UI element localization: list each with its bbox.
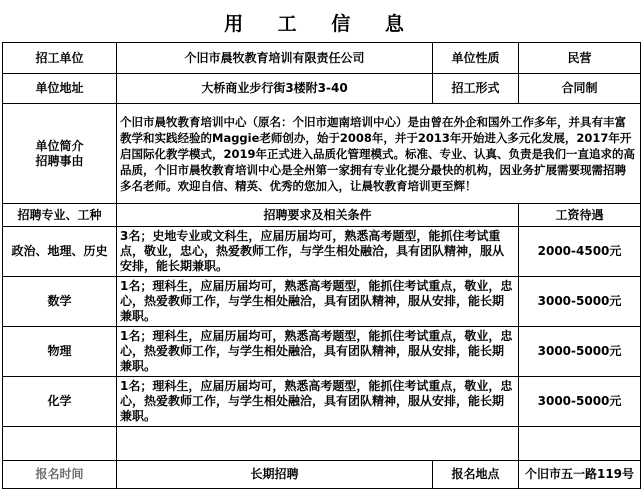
form-label: 招工形式	[433, 74, 519, 104]
time-label: 报名时间	[3, 461, 117, 489]
address-value: 大桥商业步行街3楼附3-40	[117, 74, 433, 104]
intro-label-line1: 单位简介	[35, 138, 84, 153]
position-major: 政治、地理、历史	[3, 227, 117, 277]
company-row	[3, 43, 641, 74]
nature-label: 单位性质	[433, 43, 519, 74]
position-salary: 3000-5000元	[519, 377, 641, 427]
table-row	[3, 377, 641, 427]
recruitment-table	[2, 42, 641, 489]
position-requirements: 1名；理科生，应届历届均可，熟悉高考题型，能抓住考试重点，敬业，忠心，热爱教师工作，与学生相处融洽，具有团队精神，服从安排，能长期兼职。	[117, 327, 519, 377]
form-value: 合同制	[519, 74, 641, 104]
place-label: 报名地点	[433, 461, 519, 489]
address-label: 单位地址	[3, 74, 117, 104]
empty-row	[3, 427, 641, 461]
position-salary: 3000-5000元	[519, 327, 641, 377]
header-requirements: 招聘要求及相关条件	[117, 204, 519, 227]
position-salary: 2000-4500元	[519, 227, 641, 277]
position-salary: 3000-5000元	[519, 277, 641, 327]
position-requirements: 1名；理科生，应届历届均可，熟悉高考题型，能抓住考试重点，敬业，忠心，热爱教师工作，与学生相处融洽，具有团队精神，服从安排，能长期兼职。	[117, 377, 519, 427]
table-row	[3, 327, 641, 377]
intro-row	[3, 104, 641, 204]
page-title: 用 工 信 息	[224, 12, 418, 35]
nature-value: 民营	[519, 43, 641, 74]
position-requirements: 1名；理科生，应届历届均可，熟悉高考题型，能抓住考试重点，敬业，忠心，热爱教师工作，与学生相处融洽，具有团队精神，服从安排，能长期兼职。	[117, 277, 519, 327]
intro-label	[3, 104, 117, 204]
address-row	[3, 74, 641, 104]
position-major: 物理	[3, 327, 117, 377]
company-label: 招工单位	[3, 43, 117, 74]
intro-text: 个旧市晨牧教育培训中心（原名：个旧市迦南培训中心）是由曾在外企和国外工作多年，并具有丰富教学和实践经验的Maggie老师创办，始于2008年，并于2013年开始进入多元化发展，2017年开启国际化教学模式，2019年正式进入品质化管理模式。标准、专业、认真、负责是我们一直追求的高品质，个旧市晨牧教育培训中心是全州第一家拥有专业化提分最快的机构，因业务扩展需要现需招聘多名老师。欢迎自信、精英、优秀的您加入，让晨牧教育培训更至辉！	[117, 104, 641, 204]
place-value: 个旧市五一路119号	[519, 461, 641, 489]
company-name: 个旧市晨牧教育培训有限责任公司	[117, 43, 433, 74]
header-major: 招聘专业、工种	[3, 204, 117, 227]
position-requirements: 3名；史地专业或文科生，应届历届均可，熟悉高考题型，能抓住考试重点，敬业，忠心，热爱教师工作，与学生相处融洽，具有团队精神，服从安排，能长期兼职。	[117, 227, 519, 277]
table-row	[3, 227, 641, 277]
position-major: 数学	[3, 277, 117, 327]
header-row	[3, 204, 641, 227]
footer-row	[3, 461, 641, 489]
position-major: 化学	[3, 377, 117, 427]
header-salary: 工资待遇	[519, 204, 641, 227]
table-row	[3, 277, 641, 327]
time-value: 长期招聘	[117, 461, 433, 489]
intro-label-line2: 招聘事由	[35, 153, 84, 168]
